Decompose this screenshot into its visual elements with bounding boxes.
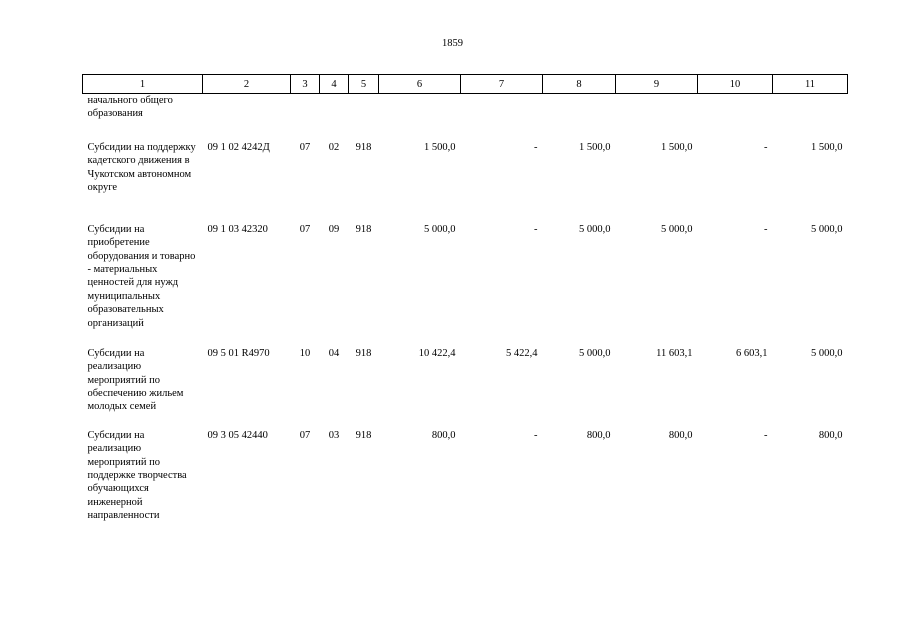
row-admin-code: 918 [355,223,372,235]
page-number: 1859 [442,38,463,49]
continuation-text: начального общего образования [87,95,173,120]
table-row [83,429,848,523]
row-code: 09 1 02 4242Д [207,141,270,153]
column-header: 11 [773,75,848,94]
budget-table [82,74,848,523]
row-code: 09 1 03 42320 [207,223,268,235]
row-value: 5 000,0 [579,223,611,235]
table-row [83,223,848,347]
continuation-row [83,94,848,141]
row-code: 09 3 05 42440 [207,429,268,441]
column-header: 8 [543,75,616,94]
row-admin-code: 918 [355,429,372,441]
column-header: 3 [291,75,320,94]
column-header: 5 [349,75,379,94]
row-value: - [764,141,768,153]
row-value: 800,0 [668,429,693,441]
row-admin-code: 918 [355,347,372,359]
row-value: - [534,429,538,441]
row-admin-code: 918 [355,141,372,153]
table-row [83,347,848,429]
row-value: - [534,141,538,153]
row-value: 11 603,1 [656,347,693,359]
column-header: 6 [379,75,461,94]
row-value: 6 603,1 [736,347,768,359]
row-section: 10 [299,347,311,359]
row-section: 07 [299,141,311,153]
row-code: 09 5 01 R4970 [207,347,270,359]
column-header: 4 [320,75,349,94]
row-value: - [764,429,768,441]
row-subsection: 04 [328,347,340,359]
column-header: 2 [203,75,291,94]
row-value: 10 422,4 [418,347,456,359]
row-section: 07 [299,429,311,441]
row-value: 5 000,0 [661,223,693,235]
row-value: 800,0 [818,429,843,441]
row-value: 1 500,0 [579,141,611,153]
row-value: 1 500,0 [661,141,693,153]
column-header: 10 [698,75,773,94]
row-value: 800,0 [431,429,456,441]
row-value: 1 500,0 [424,141,456,153]
row-value: 5 000,0 [424,223,456,235]
column-header: 7 [461,75,543,94]
row-subsection: 03 [328,429,340,441]
row-value: - [534,223,538,235]
row-subsection: 09 [328,223,340,235]
row-value: 5 000,0 [811,223,843,235]
row-value: - [764,223,768,235]
row-value: 5 422,4 [506,347,538,359]
row-value: 5 000,0 [579,347,611,359]
row-value: 800,0 [586,429,611,441]
column-header: 1 [83,75,203,94]
row-section: 07 [299,223,311,235]
row-value: 1 500,0 [811,141,843,153]
row-name: Субсидии на реализацию мероприятий по обеспечению жильем молодых семей [87,347,184,413]
table-row [83,141,848,223]
row-name: Субсидии на приобретение оборудования и товарно - материальных ценностей для нужд муниципальных образовательных организаций [87,223,196,329]
row-name: Субсидии на поддержку кадетского движения в Чукотском автономном округе [87,141,196,194]
column-header: 9 [616,75,698,94]
row-subsection: 02 [328,141,340,153]
row-name: Субсидии на реализацию мероприятий по поддержке творчества обучающихся инженерной направленности [87,429,187,522]
column-number-header-row [83,75,848,94]
row-value: 5 000,0 [811,347,843,359]
